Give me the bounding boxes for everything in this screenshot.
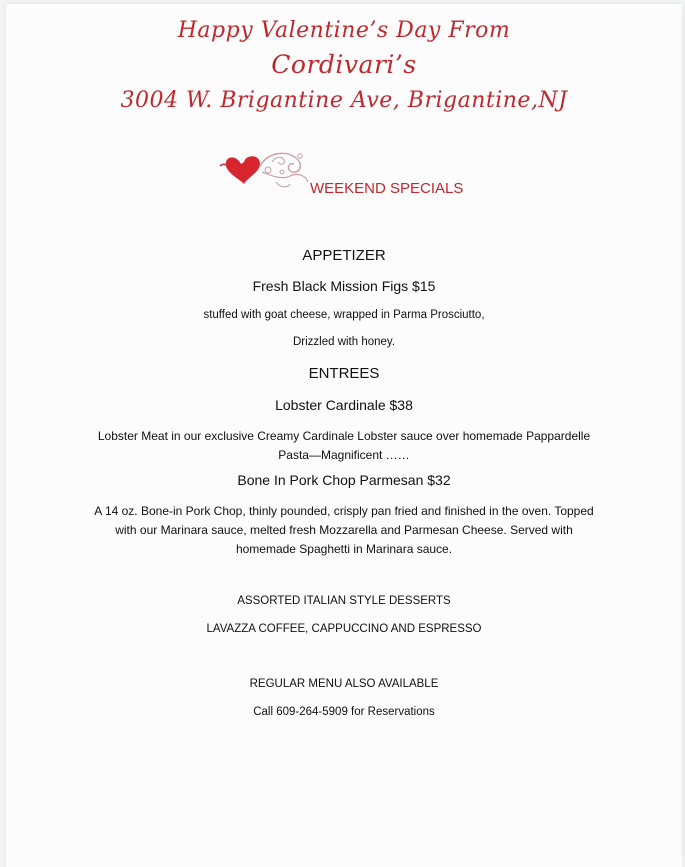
entree-lobster-desc-2: Pasta—Magnificent ……	[278, 448, 410, 462]
weekend-specials-title: WEEKEND SPECIALS	[310, 180, 464, 197]
entree-porkchop-desc-1: A 14 oz. Bone-in Pork Chop, thinly pounded, crisply pan fried and finished in the oven. Topped	[94, 504, 594, 518]
entree-porkchop-item: Bone In Pork Chop Parmesan $32	[237, 472, 451, 488]
entree-lobster-item: Lobster Cardinale $38	[275, 397, 413, 413]
restaurant-address: 3004 W. Brigantine Ave, Brigantine,NJ	[120, 88, 568, 113]
appetizer-desc-1: stuffed with goat cheese, wrapped in Parma Prosciutto,	[203, 309, 485, 321]
entree-porkchop-desc-3: homemade Spaghetti in Marinara sauce.	[235, 542, 453, 556]
heart-scroll-icon	[216, 142, 316, 192]
entree-porkchop-desc-2: with our Marinara sauce, melted fresh Mozzarella and Parmesan Cheese. Served with	[115, 523, 573, 537]
entrees-heading: ENTREES	[308, 365, 380, 382]
appetizer-item: Fresh Black Mission Figs $15	[252, 278, 436, 294]
reservations-line: Call 609-264-5909 for Reservations	[253, 706, 435, 718]
entree-lobster-desc-1: Lobster Meat in our exclusive Creamy Cardinale Lobster sauce over homemade Pappardelle	[97, 429, 591, 443]
desserts-line: ASSORTED ITALIAN STYLE DESSERTS	[237, 595, 451, 607]
appetizer-heading: APPETIZER	[302, 247, 386, 264]
restaurant-name: Cordivari’s	[271, 50, 417, 79]
menu-page	[6, 4, 682, 867]
appetizer-desc-2: Drizzled with honey.	[292, 336, 396, 348]
coffee-line: LAVAZZA COFFEE, CAPPUCCINO AND ESPRESSO	[206, 623, 482, 635]
greeting-line: Happy Valentine’s Day From	[177, 18, 511, 43]
regular-menu-note: REGULAR MENU ALSO AVAILABLE	[249, 678, 439, 690]
